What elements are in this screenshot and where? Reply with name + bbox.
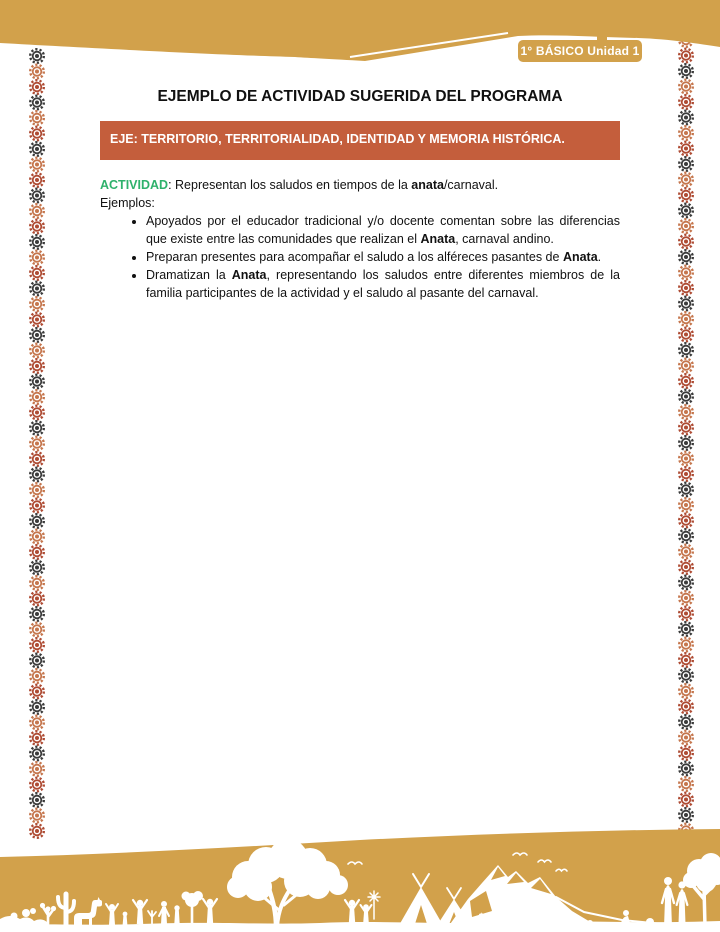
rosette-icon <box>30 375 44 389</box>
rosette-icon <box>30 266 44 280</box>
rosette-icon <box>679 173 693 187</box>
people-silhouettes-right <box>662 877 687 927</box>
activity-label: ACTIVIDAD <box>100 178 169 192</box>
rosette-icon <box>30 359 44 373</box>
rosette-icon <box>30 282 44 296</box>
bushes-silhouette <box>0 908 48 927</box>
rosette-icon <box>679 684 693 698</box>
rosette-icon <box>30 127 44 141</box>
rosette-icon <box>30 778 44 792</box>
tents-silhouette <box>398 874 472 927</box>
rosette-icon <box>30 452 44 466</box>
rosette-icon <box>679 359 693 373</box>
rosette-icon <box>30 437 44 451</box>
rosette-icon <box>30 468 44 482</box>
rosette-icon <box>30 406 44 420</box>
rosette-icon <box>30 344 44 358</box>
rosette-icon <box>679 405 693 419</box>
rosette-icon <box>30 235 44 249</box>
rosette-icon <box>679 622 693 636</box>
big-tree-silhouette <box>227 839 348 927</box>
rosette-icon <box>679 529 693 543</box>
rosette-icon <box>679 343 693 357</box>
rosette-icon <box>679 374 693 388</box>
rosette-icon <box>30 142 44 156</box>
rosette-icon <box>679 111 693 125</box>
unit-badge: 1° BÁSICO Unidad 1 <box>518 40 642 62</box>
rosette-icon <box>679 281 693 295</box>
rosette-icon <box>30 685 44 699</box>
rosette-icon <box>30 576 44 590</box>
rosette-icon <box>679 731 693 745</box>
rosette-icon <box>679 824 693 838</box>
rosette-icon <box>30 654 44 668</box>
bottom-landscape <box>0 827 720 932</box>
rosette-icon <box>679 219 693 233</box>
example-item: • Dramatizan la Anata, representando los saludos entre diferentes miembros de la familia participantes de la actividad y el saludo al pasante del carnaval. <box>146 266 620 302</box>
rosette-icon <box>30 204 44 218</box>
rosette-icon <box>30 251 44 265</box>
cactus-silhouette <box>40 894 74 925</box>
rosette-icon <box>30 220 44 234</box>
rosette-icon <box>30 747 44 761</box>
rosette-icon <box>679 545 693 559</box>
llama-silhouette <box>74 897 102 925</box>
cross-silhouette <box>511 907 522 924</box>
example-item: • Preparan presentes para acompañar el saludo a los alféreces pasantes de Anata. <box>146 248 620 266</box>
starburst <box>368 891 380 919</box>
rosette-icon <box>679 390 693 404</box>
page-title: EJEMPLO DE ACTIVIDAD SUGERIDA DEL PROGRAMA <box>157 88 563 105</box>
rosette-icon <box>30 514 44 528</box>
rosette-icon <box>30 158 44 172</box>
rosette-icon <box>679 157 693 171</box>
rosette-icon <box>679 715 693 729</box>
rosette-icon <box>30 499 44 513</box>
rosette-icon <box>679 452 693 466</box>
rosette-icon <box>679 669 693 683</box>
example-item: • Apoyados por el educador tradicional y/o docente comentan sobre las diferencias que existe entre las comunidades que realizan el Anata, carnaval andino. <box>146 212 620 248</box>
rosette-icon <box>679 436 693 450</box>
right-tree-silhouette <box>683 853 720 927</box>
ground-silhouette <box>0 921 720 932</box>
rosette-icon <box>679 591 693 605</box>
rosette-icon <box>30 297 44 311</box>
rosette-icon <box>679 808 693 822</box>
activity-line: ACTIVIDAD: Representan los saludos en tiempos de la anata/carnaval. <box>100 178 499 192</box>
rosette-icon <box>30 561 44 575</box>
bottom-band-shape <box>0 829 720 932</box>
rosette-icon <box>30 592 44 606</box>
rosette-icon <box>679 560 693 574</box>
rosette-icon <box>679 653 693 667</box>
rosette-icon <box>679 467 693 481</box>
rosette-icon <box>679 576 693 590</box>
eje-banner <box>100 121 620 160</box>
rosette-icon <box>30 173 44 187</box>
people-silhouettes-left <box>106 891 217 925</box>
rosette-icon <box>30 545 44 559</box>
rosette-icon <box>679 777 693 791</box>
rosette-icon <box>679 514 693 528</box>
rosette-icon <box>679 126 693 140</box>
rosette-icon <box>30 824 44 838</box>
small-tree-silhouette <box>182 891 204 923</box>
rosette-icon <box>30 809 44 823</box>
rosette-icon <box>30 530 44 544</box>
rosette-icon <box>30 483 44 497</box>
boat-silhouette <box>612 910 640 928</box>
rosette-icon <box>679 607 693 621</box>
rosette-icon <box>30 313 44 327</box>
rosette-icon <box>679 142 693 156</box>
rosette-icon <box>30 328 44 342</box>
rosette-icon <box>30 669 44 683</box>
rosette-icon <box>679 188 693 202</box>
rosette-icon <box>30 762 44 776</box>
rosette-icon <box>679 250 693 264</box>
rosette-icon <box>30 731 44 745</box>
rosette-icon <box>679 421 693 435</box>
rosette-icon <box>679 762 693 776</box>
examples-list <box>100 212 620 302</box>
rosette-icon <box>679 498 693 512</box>
rosette-icon <box>679 793 693 807</box>
rosette-icon <box>679 204 693 218</box>
rosette-icon <box>679 235 693 249</box>
activity-block <box>100 176 620 302</box>
rosette-icon <box>679 483 693 497</box>
eje-banner-label: EJE: TERRITORIO, TERRITORIALIDAD, IDENTIDAD Y MEMORIA HISTÓRICA. <box>110 131 565 146</box>
rosette-icon <box>30 793 44 807</box>
rosette-icon <box>679 700 693 714</box>
rosette-icon <box>30 700 44 714</box>
rosette-icon <box>30 716 44 730</box>
rosette-icon <box>30 607 44 621</box>
rosette-icon <box>679 638 693 652</box>
examples-label: Ejemplos: <box>100 196 155 210</box>
rosette-icon <box>679 746 693 760</box>
rosette-icon <box>30 623 44 637</box>
rosette-icon <box>30 189 44 203</box>
rosette-icon <box>679 297 693 311</box>
mountains-silhouette <box>448 865 662 927</box>
birds-silhouette <box>348 853 567 871</box>
rosette-icon <box>679 312 693 326</box>
rosette-icon <box>30 390 44 404</box>
rosette-icon <box>679 328 693 342</box>
rosette-icon <box>30 421 44 435</box>
people-silhouettes-mid <box>454 903 654 928</box>
dancers-silhouette <box>345 891 380 923</box>
rosette-icon <box>30 638 44 652</box>
rosette-icon <box>30 111 44 125</box>
rosette-icon <box>679 266 693 280</box>
